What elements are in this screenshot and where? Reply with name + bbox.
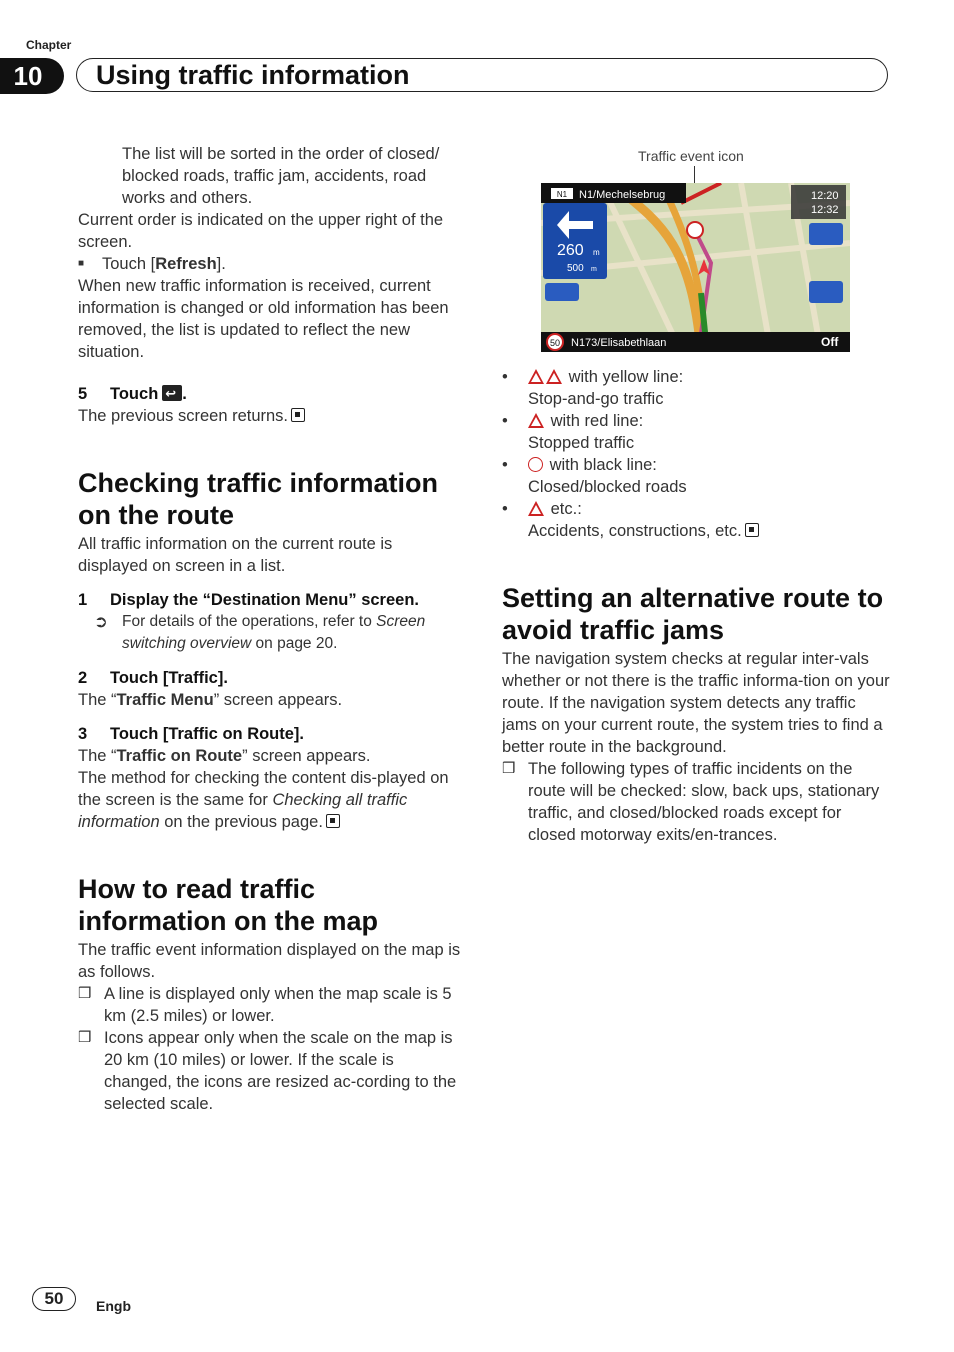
section-checking-title: Checking traffic information on the route xyxy=(78,468,439,530)
street-bottom: N173/Elisabethlaan xyxy=(571,337,667,349)
s1-step-2-result xyxy=(78,689,466,711)
distance-unit: m xyxy=(593,248,600,257)
chapter-label: Chapter xyxy=(26,38,72,52)
refresh-key: Refresh xyxy=(155,255,217,273)
legend-item-other xyxy=(502,498,890,542)
checkbox-icon: ❒ xyxy=(78,1029,92,1046)
legend-item-yellow xyxy=(502,366,890,410)
s1-step-2-text: Touch [Traffic]. xyxy=(110,669,228,687)
bullet-icon: • xyxy=(502,456,508,474)
s2-check-2-text: Icons appear only when the scale on the map is 20 km (10 miles) or lower. If the scale is changed, the icons are resized ac-cording to the selected scale. xyxy=(104,1029,457,1113)
ref-suffix: on page 20. xyxy=(251,635,338,652)
s2-check-1 xyxy=(78,983,466,1027)
map-caption: Traffic event icon xyxy=(638,148,744,164)
end-mark-icon xyxy=(291,408,305,422)
s1-step-3-text: Touch [Traffic on Route]. xyxy=(110,725,305,743)
speed-limit: 50 xyxy=(549,338,561,348)
traffic-jam-icon xyxy=(546,369,562,384)
s1-step-3-number: 3 xyxy=(78,725,88,743)
legend-item-red xyxy=(502,410,890,454)
legend-other-desc: Accidents, constructions, etc. xyxy=(528,522,742,540)
refresh-note: When new traffic information is received, current information is changed or old information has been removed, the list is updated to reflect the new situation. xyxy=(78,277,449,361)
method-suffix: on the previous page. xyxy=(159,813,323,831)
legend-other-text: etc.: xyxy=(550,500,582,518)
traffic-menu-label: Traffic Menu xyxy=(116,691,214,709)
stopped-traffic-icon xyxy=(528,413,544,428)
arrow-right-icon: ➲ xyxy=(94,613,108,631)
s1-step-3-result xyxy=(78,745,466,767)
accident-icon xyxy=(528,501,544,516)
section-alternative-intro: The navigation system checks at regular inter-vals whether or not there is the traffic informa-tion on your route. If the navigation system detects any traffic jams on your current route, the system tries to find a better route in the background. xyxy=(502,650,890,756)
legend-yellow-desc: Stop-and-go traffic xyxy=(528,390,664,408)
s1-step-1-number: 1 xyxy=(78,591,88,609)
traffic-warning-button[interactable] xyxy=(809,223,843,245)
view-mode-button[interactable] xyxy=(809,281,843,303)
page-number: 50 xyxy=(32,1287,76,1311)
s1-step-1-reference xyxy=(78,611,466,655)
touch-prefix: Touch [ xyxy=(102,255,156,273)
sort-note: The list will be sorted in the order of closed/ blocked roads, traffic jam, accidents, road works and others. xyxy=(122,145,440,207)
checkbox-icon: ❒ xyxy=(78,985,92,1002)
bullet-icon: • xyxy=(502,412,508,430)
legend-yellow-text: with yellow line: xyxy=(568,368,684,386)
next-distance: 500 xyxy=(567,263,584,274)
right-column xyxy=(502,366,890,846)
section-alternative-title: Setting an alternative route to avoid traffic jams xyxy=(502,583,884,645)
ref-link[interactable]: Screen switching overview xyxy=(122,613,426,652)
touch-suffix: ]. xyxy=(216,255,226,273)
bullet-icon: • xyxy=(502,368,508,386)
left-column xyxy=(78,143,466,1115)
back-icon xyxy=(162,385,182,401)
method-prefix: The method for checking the content dis-played on the screen is the same for xyxy=(78,769,449,809)
legend-red-desc: Stopped traffic xyxy=(528,434,635,452)
s1-step-1-text: Display the “Destination Menu” screen. xyxy=(110,591,419,609)
map-menu-button[interactable] xyxy=(545,283,579,301)
checkbox-icon: ❒ xyxy=(502,760,516,777)
s1-step-3 xyxy=(78,723,466,745)
bullet-icon: • xyxy=(502,500,508,518)
s1-step-1 xyxy=(78,589,466,611)
step-5 xyxy=(78,383,466,405)
traffic-jam-icon xyxy=(528,369,544,384)
legend-red-text: with red line: xyxy=(550,412,644,430)
s1-step-3-method xyxy=(78,767,466,833)
time-2: 12:32 xyxy=(811,204,839,216)
s1-step-3-post: ” screen appears. xyxy=(242,747,371,765)
legend-black-text: with black line: xyxy=(549,456,657,474)
ref-prefix: For details of the operations, refer to xyxy=(122,613,377,630)
s2-check-2 xyxy=(78,1027,466,1115)
next-unit: m xyxy=(591,266,597,273)
step-5-number: 5 xyxy=(78,385,88,403)
square-bullet-icon: ■ xyxy=(78,258,85,269)
s1-step-2-pre: The “ xyxy=(78,691,117,709)
method-link[interactable]: Checking all traffic information xyxy=(78,791,408,831)
step-5-end: . xyxy=(182,385,187,403)
distance-value: 260 xyxy=(557,242,584,259)
refresh-item xyxy=(78,253,466,275)
s1-step-2-number: 2 xyxy=(78,669,88,687)
s2-check-1-text: A line is displayed only when the map scale is 5 km (2.5 miles) or lower. xyxy=(104,985,452,1025)
chapter-title: Using traffic information xyxy=(96,60,410,90)
navigation-map-screenshot xyxy=(541,183,850,352)
badge-n1: N1 xyxy=(556,190,568,199)
s1-step-2 xyxy=(78,667,466,689)
off-button[interactable]: Off xyxy=(821,335,839,349)
street-top: N1/Mechelsebrug xyxy=(579,189,666,201)
s3-check-1 xyxy=(502,758,890,846)
time-1: 12:20 xyxy=(811,190,839,202)
section-read-map-intro: The traffic event information displayed on the map is as follows. xyxy=(78,941,461,981)
traffic-event-icon xyxy=(687,222,703,238)
step-5-result xyxy=(78,405,466,427)
end-mark-icon xyxy=(326,814,340,828)
current-order-note: Current order is indicated on the upper right of the screen. xyxy=(78,211,444,251)
s1-step-3-pre: The “ xyxy=(78,747,117,765)
closed-road-icon xyxy=(528,457,543,472)
s1-step-2-post: ” screen appears. xyxy=(213,691,343,709)
legend-item-black xyxy=(502,454,890,498)
s3-check-1-text: The following types of traffic incidents on the route will be checked: slow, back ups, stationary traffic, and closed/blocked roads except for closed motorway exits/en-trances. xyxy=(528,760,880,844)
legend-black-desc: Closed/blocked roads xyxy=(528,478,687,496)
language-code: Engb xyxy=(96,1298,131,1314)
chapter-number: 10 xyxy=(0,58,64,94)
section-checking-intro: All traffic information on the current route is displayed on screen in a list. xyxy=(78,535,393,575)
end-mark-icon xyxy=(745,523,759,537)
section-read-map-title: How to read traffic information on the map xyxy=(78,874,378,936)
step-5-result-text: The previous screen returns. xyxy=(78,407,289,425)
step-5-label: Touch xyxy=(110,385,159,403)
traffic-on-route-label: Traffic on Route xyxy=(116,747,243,765)
